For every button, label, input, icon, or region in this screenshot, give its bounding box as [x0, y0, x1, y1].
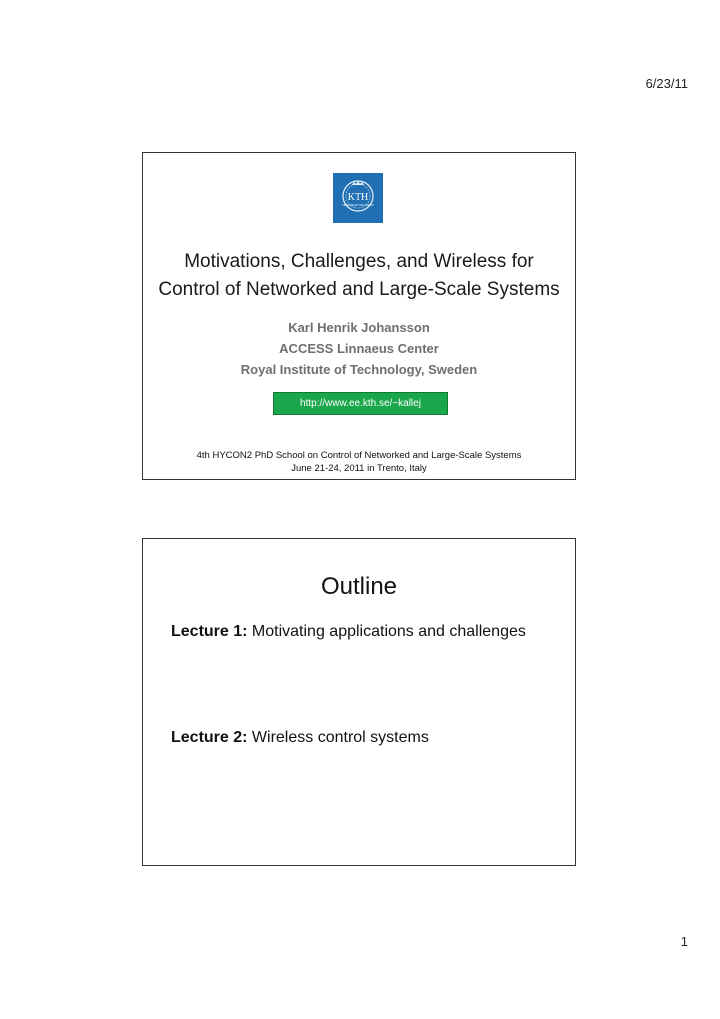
page-number: 1 [680, 934, 688, 949]
header-date: 6/23/11 [645, 76, 688, 91]
outline-slide [142, 538, 576, 866]
homepage-link[interactable]: http://www.ee.kth.se/~kallej [273, 392, 448, 415]
institution-name: Royal Institute of Technology, Sweden [240, 362, 478, 377]
kth-logo-subtext: VETENSKAP OCH KONST [342, 204, 374, 207]
lecture-item [171, 623, 526, 641]
event-date-location: June 21-24, 2011 in Trento, Italy [291, 463, 427, 474]
author-block [143, 317, 575, 380]
event-footer [143, 449, 575, 475]
slide-title-line-2: Control of Networked and Large-Scale Systems [158, 279, 560, 300]
lecture-label: Lecture 1: [171, 623, 248, 640]
outline-title: Outline [320, 573, 398, 600]
lecture-label: Lecture 2: [171, 729, 248, 746]
slide-title-line-1: Motivations, Challenges, and Wireless for [184, 251, 534, 272]
center-name: ACCESS Linnaeus Center [279, 341, 439, 356]
lecture-text: Wireless control systems [251, 729, 429, 746]
kth-logo-text: KTH [347, 192, 369, 203]
lecture-text: Motivating applications and challenges [251, 623, 526, 640]
event-name: 4th HYCON2 PhD School on Control of Networked and Large-Scale Systems [196, 450, 522, 461]
author-name: Karl Henrik Johansson [288, 320, 430, 335]
lecture-item [171, 729, 429, 747]
title-slide [142, 152, 576, 480]
slide-title [143, 248, 575, 304]
kth-logo-icon [333, 173, 383, 223]
